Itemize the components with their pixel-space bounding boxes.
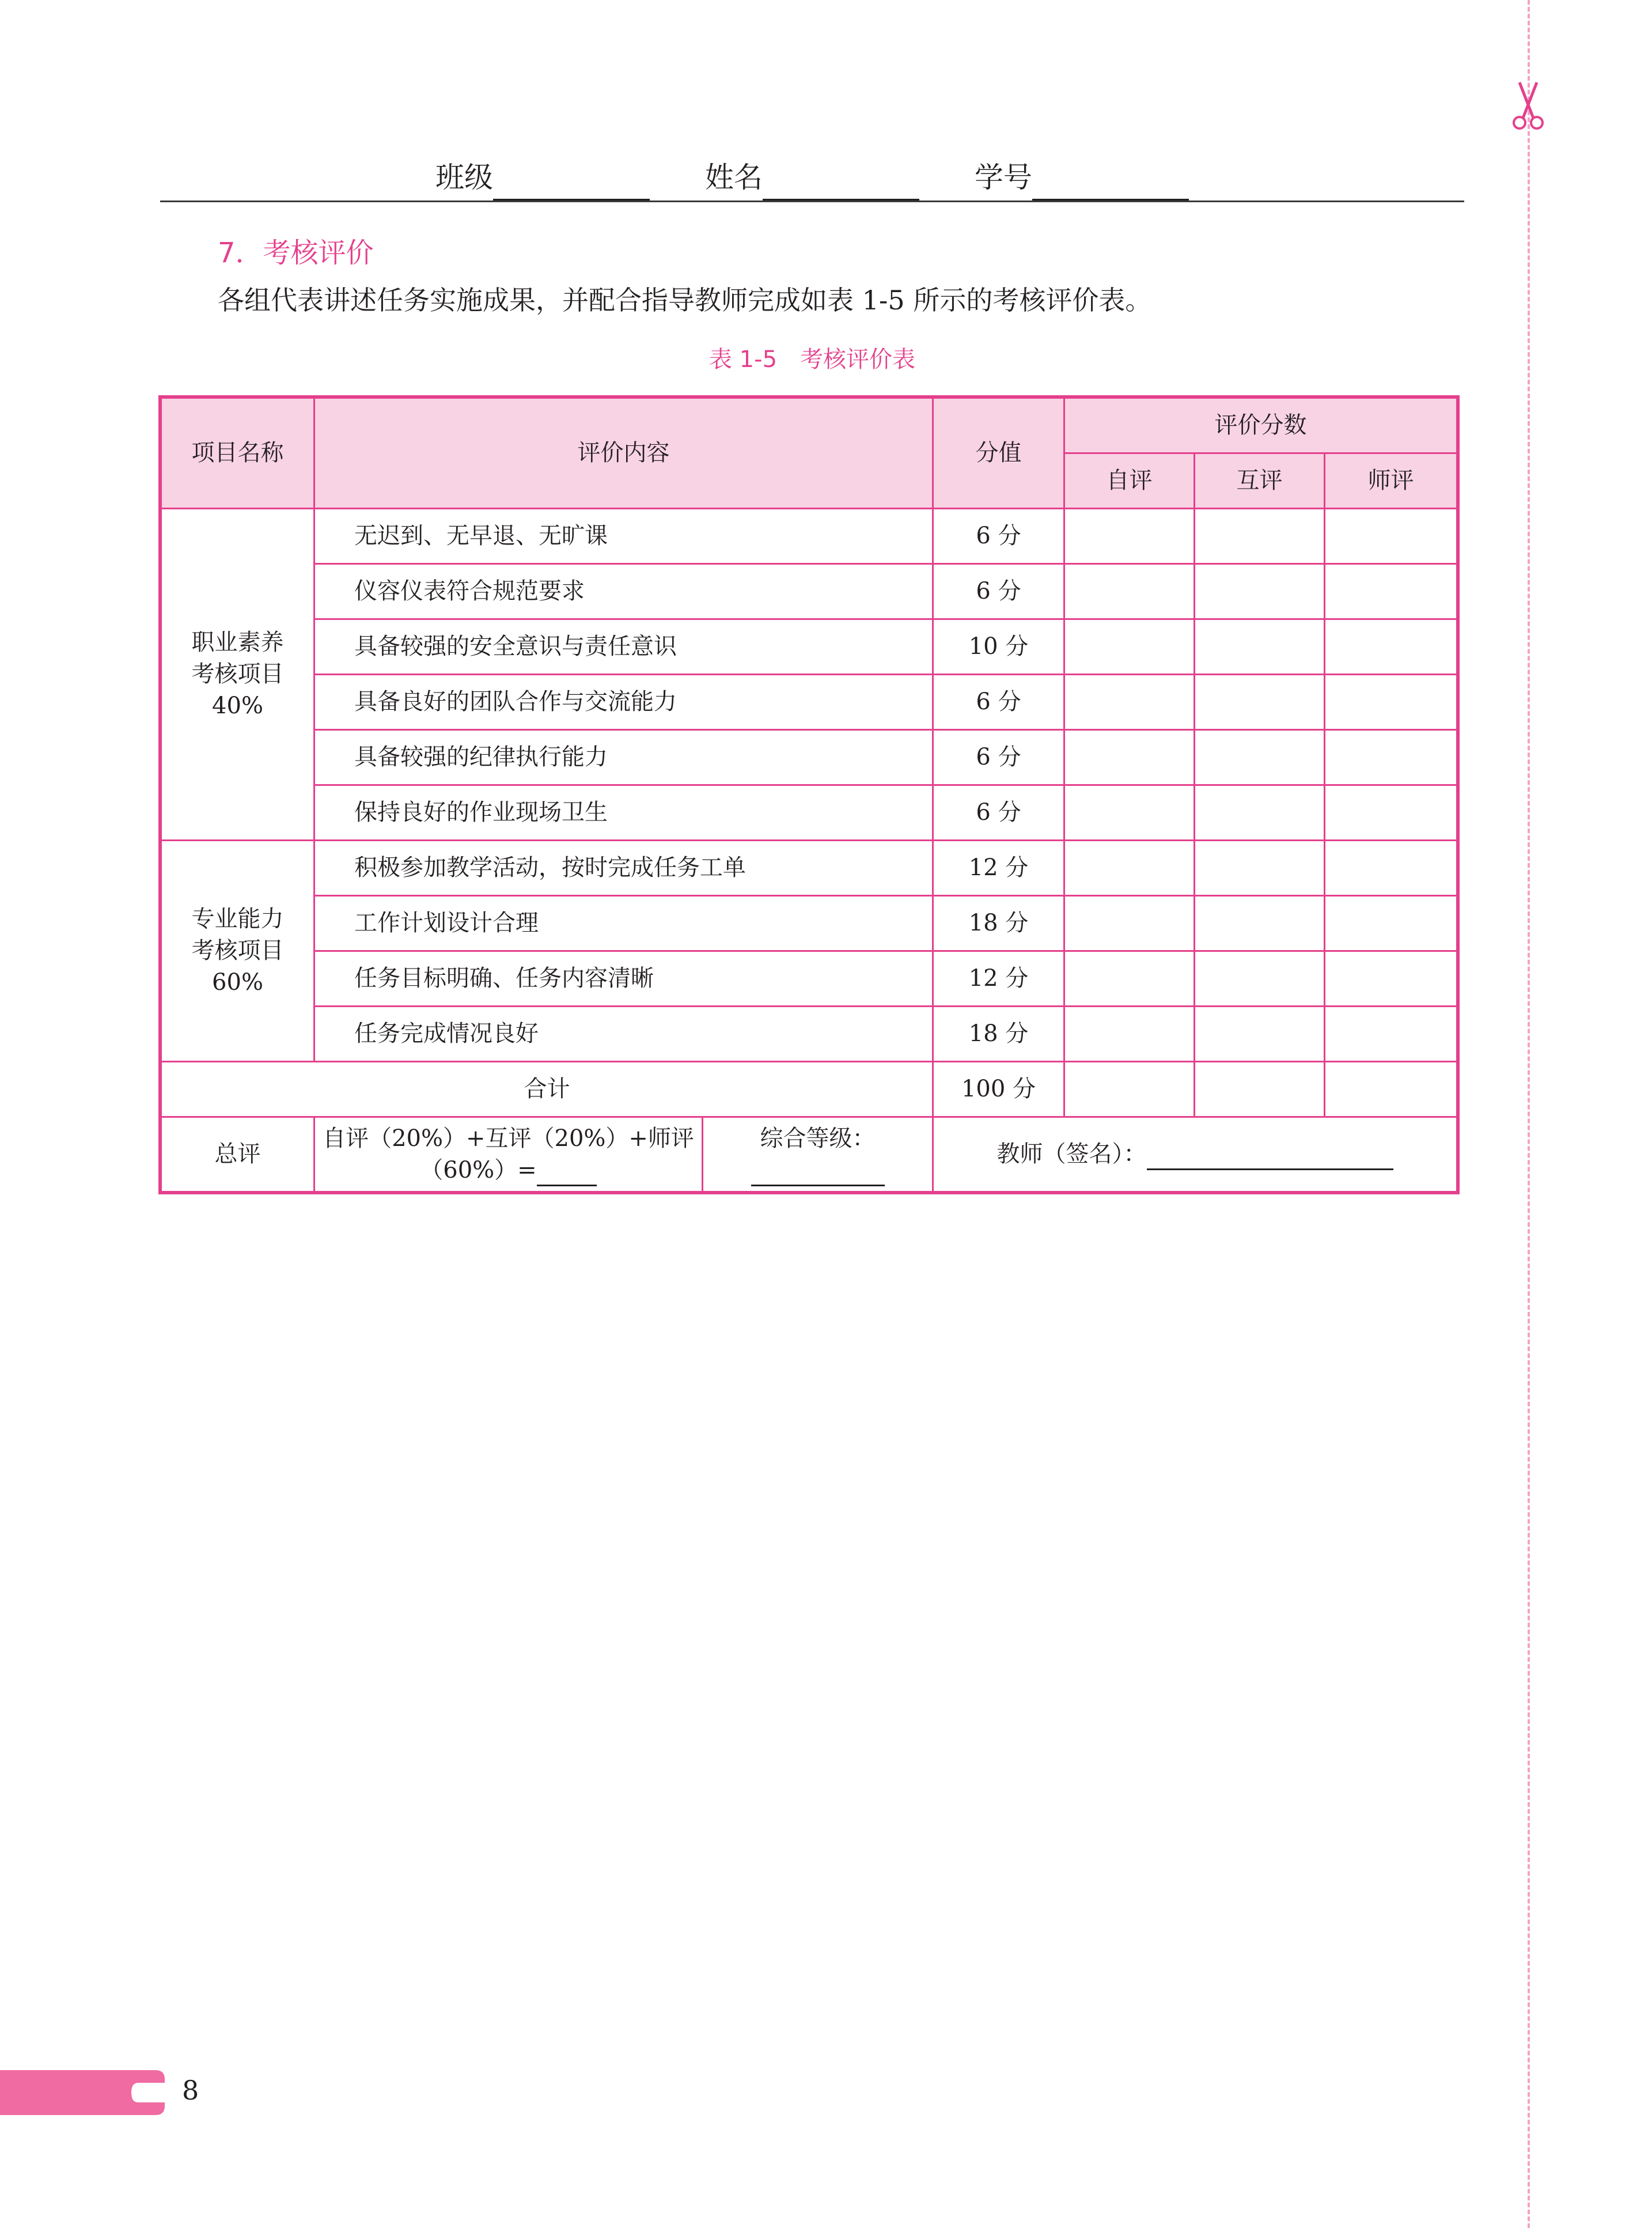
teacher-score-cell[interactable] (1325, 675, 1457, 730)
peer-score-cell[interactable] (1195, 564, 1325, 619)
peer-score-cell[interactable] (1195, 896, 1325, 951)
group-name-line: 职业素养 (191, 629, 284, 656)
formula-line: 自评（20%）+互评（20%）+师评 (323, 1125, 694, 1152)
name-field[interactable] (705, 154, 919, 201)
formula-line: （60%）= (420, 1156, 537, 1183)
cut-line (1528, 0, 1530, 2228)
group-name-line: 考核项目 (191, 661, 284, 687)
score-cell: 6 分 (933, 730, 1064, 785)
table-row (161, 896, 1457, 951)
content-cell: 积极参加教学活动，按时完成任务工单 (315, 841, 933, 896)
teacher-score-cell[interactable] (1325, 564, 1457, 619)
student-id-field[interactable] (975, 154, 1189, 201)
self-score-cell[interactable] (1064, 564, 1195, 619)
name-label: 姓名 (705, 161, 763, 194)
teacher-score-cell[interactable] (1325, 896, 1457, 951)
grade-blank[interactable] (751, 1162, 885, 1186)
teacher-total-cell[interactable] (1325, 1062, 1457, 1117)
teacher-sign-cell[interactable] (933, 1117, 1457, 1192)
grade-cell[interactable] (703, 1117, 933, 1192)
peer-score-cell[interactable] (1195, 951, 1325, 1007)
content-cell: 无迟到、无早退、无旷课 (315, 509, 933, 564)
section-intro: 各组代表讲述任务实施成果，并配合指导教师完成如表 1-5 所示的考核评价表。 (218, 285, 1152, 316)
teacher-score-cell[interactable] (1325, 1007, 1457, 1062)
teacher-score-cell[interactable] (1325, 730, 1457, 785)
self-score-cell[interactable] (1064, 785, 1195, 841)
teacher-sign-label: 教师（签名）： (996, 1141, 1147, 1167)
page-tab-icon (0, 2061, 173, 2124)
score-cell: 6 分 (933, 509, 1064, 564)
header-eval-group: 评价分数 (1064, 398, 1457, 453)
score-cell: 12 分 (933, 951, 1064, 1007)
self-total-cell[interactable] (1064, 1062, 1195, 1117)
summary-row (161, 1117, 1457, 1192)
teacher-score-cell[interactable] (1325, 951, 1457, 1007)
table-row (161, 785, 1457, 841)
peer-score-cell[interactable] (1195, 619, 1325, 675)
self-score-cell[interactable] (1064, 1007, 1195, 1062)
content-cell: 具备良好的团队合作与交流能力 (315, 675, 933, 730)
evaluation-table (160, 397, 1458, 1193)
table-row (161, 841, 1457, 896)
total-label: 合计 (161, 1062, 933, 1117)
page-number: 8 (182, 2075, 199, 2106)
content-cell: 具备较强的纪律执行能力 (315, 730, 933, 785)
group-name-line: 专业能力 (191, 906, 284, 932)
table-row (161, 1007, 1457, 1062)
table-row (161, 619, 1457, 675)
header-peer: 互评 (1195, 453, 1325, 509)
content-cell: 仪容仪表符合规范要求 (315, 564, 933, 619)
content-cell: 任务完成情况良好 (315, 1007, 933, 1062)
scissors-icon (1502, 78, 1554, 135)
peer-score-cell[interactable] (1195, 1007, 1325, 1062)
teacher-sign-blank[interactable] (1147, 1143, 1393, 1170)
peer-score-cell[interactable] (1195, 841, 1325, 896)
table-row (161, 730, 1457, 785)
self-score-cell[interactable] (1064, 619, 1195, 675)
self-score-cell[interactable] (1064, 896, 1195, 951)
self-score-cell[interactable] (1064, 675, 1195, 730)
formula-blank[interactable] (537, 1162, 597, 1186)
student-info-line (160, 154, 1464, 202)
peer-score-cell[interactable] (1195, 509, 1325, 564)
table-row (161, 509, 1457, 564)
teacher-score-cell[interactable] (1325, 619, 1457, 675)
score-cell: 6 分 (933, 675, 1064, 730)
group-weight: 40% (212, 693, 263, 719)
total-score: 100 分 (933, 1062, 1064, 1117)
score-cell: 18 分 (933, 1007, 1064, 1062)
summary-formula[interactable] (315, 1117, 703, 1192)
content-cell: 工作计划设计合理 (315, 896, 933, 951)
peer-total-cell[interactable] (1195, 1062, 1325, 1117)
content-cell: 具备较强的安全意识与责任意识 (315, 619, 933, 675)
student-id-label: 学号 (975, 161, 1032, 194)
peer-score-cell[interactable] (1195, 730, 1325, 785)
teacher-score-cell[interactable] (1325, 841, 1457, 896)
self-score-cell[interactable] (1064, 730, 1195, 785)
table-row (161, 564, 1457, 619)
table-row (161, 951, 1457, 1007)
content-cell: 保持良好的作业现场卫生 (315, 785, 933, 841)
group-weight: 60% (212, 969, 263, 996)
peer-score-cell[interactable] (1195, 785, 1325, 841)
class-blank[interactable] (493, 167, 650, 201)
group-label-professionalism (161, 509, 315, 841)
score-cell: 18 分 (933, 896, 1064, 951)
self-score-cell[interactable] (1064, 509, 1195, 564)
score-cell: 10 分 (933, 619, 1064, 675)
header-content: 评价内容 (315, 398, 933, 509)
class-label: 班级 (435, 161, 493, 194)
section-title: 7．考核评价 (218, 237, 374, 269)
content-cell: 任务目标明确、任务内容清晰 (315, 951, 933, 1007)
header-item-name: 项目名称 (161, 398, 315, 509)
student-id-blank[interactable] (1032, 167, 1189, 201)
teacher-score-cell[interactable] (1325, 785, 1457, 841)
table-caption: 表 1-5 考核评价表 (708, 346, 916, 373)
total-row (161, 1062, 1457, 1117)
table-body (161, 509, 1457, 1192)
self-score-cell[interactable] (1064, 841, 1195, 896)
peer-score-cell[interactable] (1195, 675, 1325, 730)
header-teacher: 师评 (1325, 453, 1457, 509)
score-cell: 12 分 (933, 841, 1064, 896)
grade-label: 综合等级： (760, 1125, 876, 1152)
score-cell: 6 分 (933, 785, 1064, 841)
score-cell: 6 分 (933, 564, 1064, 619)
group-name-line: 考核项目 (191, 937, 284, 964)
name-blank[interactable] (763, 167, 919, 201)
header-self: 自评 (1064, 453, 1195, 509)
table-row (161, 675, 1457, 730)
class-field[interactable] (435, 154, 650, 201)
group-label-professional-ability (161, 841, 315, 1062)
teacher-score-cell[interactable] (1325, 509, 1457, 564)
header-score: 分值 (933, 398, 1064, 509)
self-score-cell[interactable] (1064, 951, 1195, 1007)
summary-label: 总评 (161, 1117, 315, 1192)
